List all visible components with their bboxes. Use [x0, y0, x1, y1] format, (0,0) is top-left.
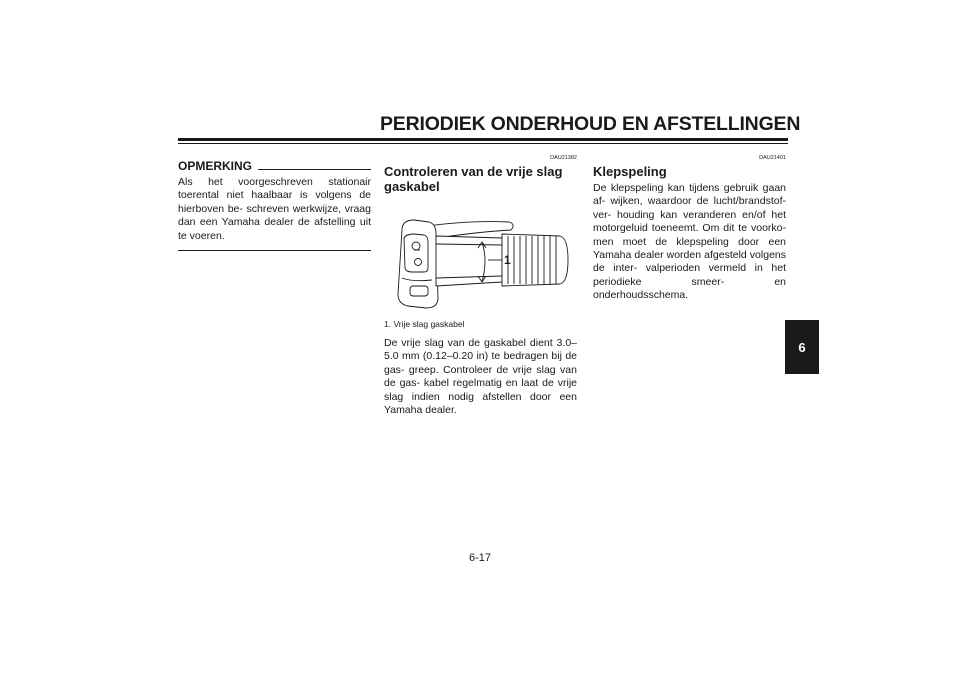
header-rule-thin: [178, 143, 788, 144]
section-title: Controleren van de vrije slag gaskabel: [384, 164, 563, 194]
note-heading-rule: [258, 169, 371, 170]
note-end-rule: [178, 250, 371, 251]
page-number: 6-17: [468, 552, 492, 564]
note-text: Als het voorgeschreven stationair toerental niet haalbaar is volgens de hierboven be- schreven werkwijze, vraag dan een Yamaha dealer de afstelling uit te voeren.: [178, 176, 371, 242]
section-code: DAU21401: [759, 155, 786, 161]
illustration-callout: 1: [504, 253, 511, 267]
section-code: DAU21382: [550, 155, 577, 161]
header-rule: [178, 138, 788, 141]
note-heading-row: [178, 159, 371, 173]
chapter-tab: 6: [785, 320, 819, 374]
throttle-grip-illustration: [384, 198, 577, 313]
section-text: De vrije slag van de gaskabel dient 3.0–5.0 mm (0.12–0.20 in) te bedragen bij de gas- greep. Controleer de vrije slag van de gas- kabel regelmatig en laat de vrije slag indien nodig afstellen door een Yamaha dealer.: [384, 337, 577, 417]
page-header-title: PERIODIEK ONDERHOUD EN AFSTELLINGEN: [380, 113, 801, 135]
section-title: Klepspeling: [593, 164, 667, 179]
note-column: [178, 150, 371, 251]
valve-section: [593, 150, 786, 303]
throttle-section: [384, 150, 577, 417]
note-heading: OPMERKING: [178, 159, 253, 173]
section-text: De klepspeling kan tijdens gebruik gaan af- wijken, waardoor de lucht/brandstof-ver- houding kan veranderen en/of het motorgeluid toeneemt. Om dit te voorko- men moet de klepspeling door een Yamaha dealer worden afgesteld volgens de inter- valperioden vermeld in het periodieke smeer- en onderhoudsschema.: [593, 182, 786, 302]
figure-caption: 1. Vrije slag gaskabel: [384, 319, 465, 329]
